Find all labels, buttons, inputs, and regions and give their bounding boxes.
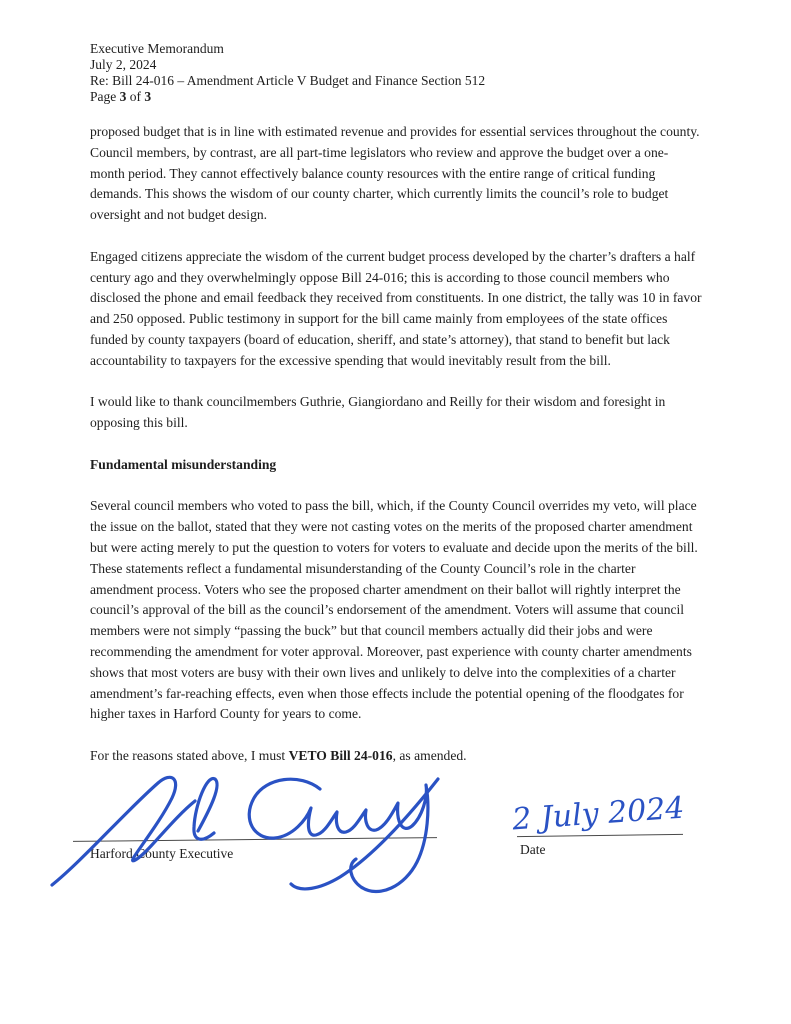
memo-header [90,41,702,105]
date-label: Date [520,841,546,857]
memo-date: July 2, 2024 [90,57,157,72]
memo-body [90,122,702,947]
closing-suffix: , as amended. [392,747,467,763]
closing-veto-bold: VETO Bill 24-016 [288,747,393,763]
page-indicator [90,89,702,105]
signatory-title: Harford County Executive [90,845,234,861]
memo-paragraph-2: Council members, by contrast, are all part-time legislators who review and approve the budget over a one-month period. They cannot effectively balance county resources with the entire range of critical funding demands. This shows the wisdom of our county charter, which currently limits the council’s role to budget oversight and not budget design. [90,144,669,223]
memo-paragraph-1: proposed budget that is in line with estimated revenue and provides for essential services throughout the county. [90,124,700,139]
closing-prefix: For the reasons stated above, I must [90,747,289,763]
section-heading: Fundamental misunderstanding [90,456,277,472]
memo-paragraph-3: Engaged citizens appreciate the wisdom of the current budget process developed by the charter’s drafters a half century ago and they overwhelmingly oppose Bill 24-016; this is according to those council members who disclosed the phone and email feedback they received from constituents. In one district, the tally was 10 in favor and 250 opposed. Public testimony in support for the bill came mainly from employees of the state offices funded by county taxpayers (board of education, sheriff, and state’s attorney), that stand to benefit but lack accountability to taxpayers for the excessive spending that would inevitably result from the bill. [90,248,702,368]
page-indicator-prefix: Page [90,89,120,104]
date-ink [508,783,704,841]
memo-re-line: Re: Bill 24-016 – Amendment Article V Budget and Finance Section 512 [90,73,486,88]
date-ink-text: 2 July 2024 [511,790,686,838]
memo-paragraph-4: I would like to thank councilmembers Guthrie, Giangiordano and Reilly for their wisdom and foresight in opposing this bill. [90,394,666,431]
page-total: 3 [144,89,152,104]
page-number: 3 [119,89,127,104]
memo-paragraph-5: Several council members who voted to pass the bill, which, if the County Council overrides my veto, will place the issue on the ballot, stated that they were not casting votes on the merits of the proposed charter amendment but were acting merely to put the question to voters for voters to evaluate and decide upon the merits of the bill. These statements reflect a fundamental misunderstanding of the County Council’s role in the charter amendment process. Voters who see the proposed charter amendment on their ballot will rightly interpret the council’s approval of the bill as the council’s endorsement of the amendment. Voters will assume that council members were not simply “passing the buck” but that council members actually did their jobs and were recommending the amendment for voter approval. Moreover, past experience with county charter amendments shows that most voters are busy with their own lives and unlikely to delve into the complexities of a charter amendment’s far-reaching effects, even when those effects include the potential opening of the floodgates for higher taxes in Harford County for years to come. [90,498,698,722]
signature-area [90,767,702,947]
memo-title: Executive Memorandum [90,41,224,56]
page-indicator-of: of [126,89,145,104]
signature-ink [48,763,448,908]
